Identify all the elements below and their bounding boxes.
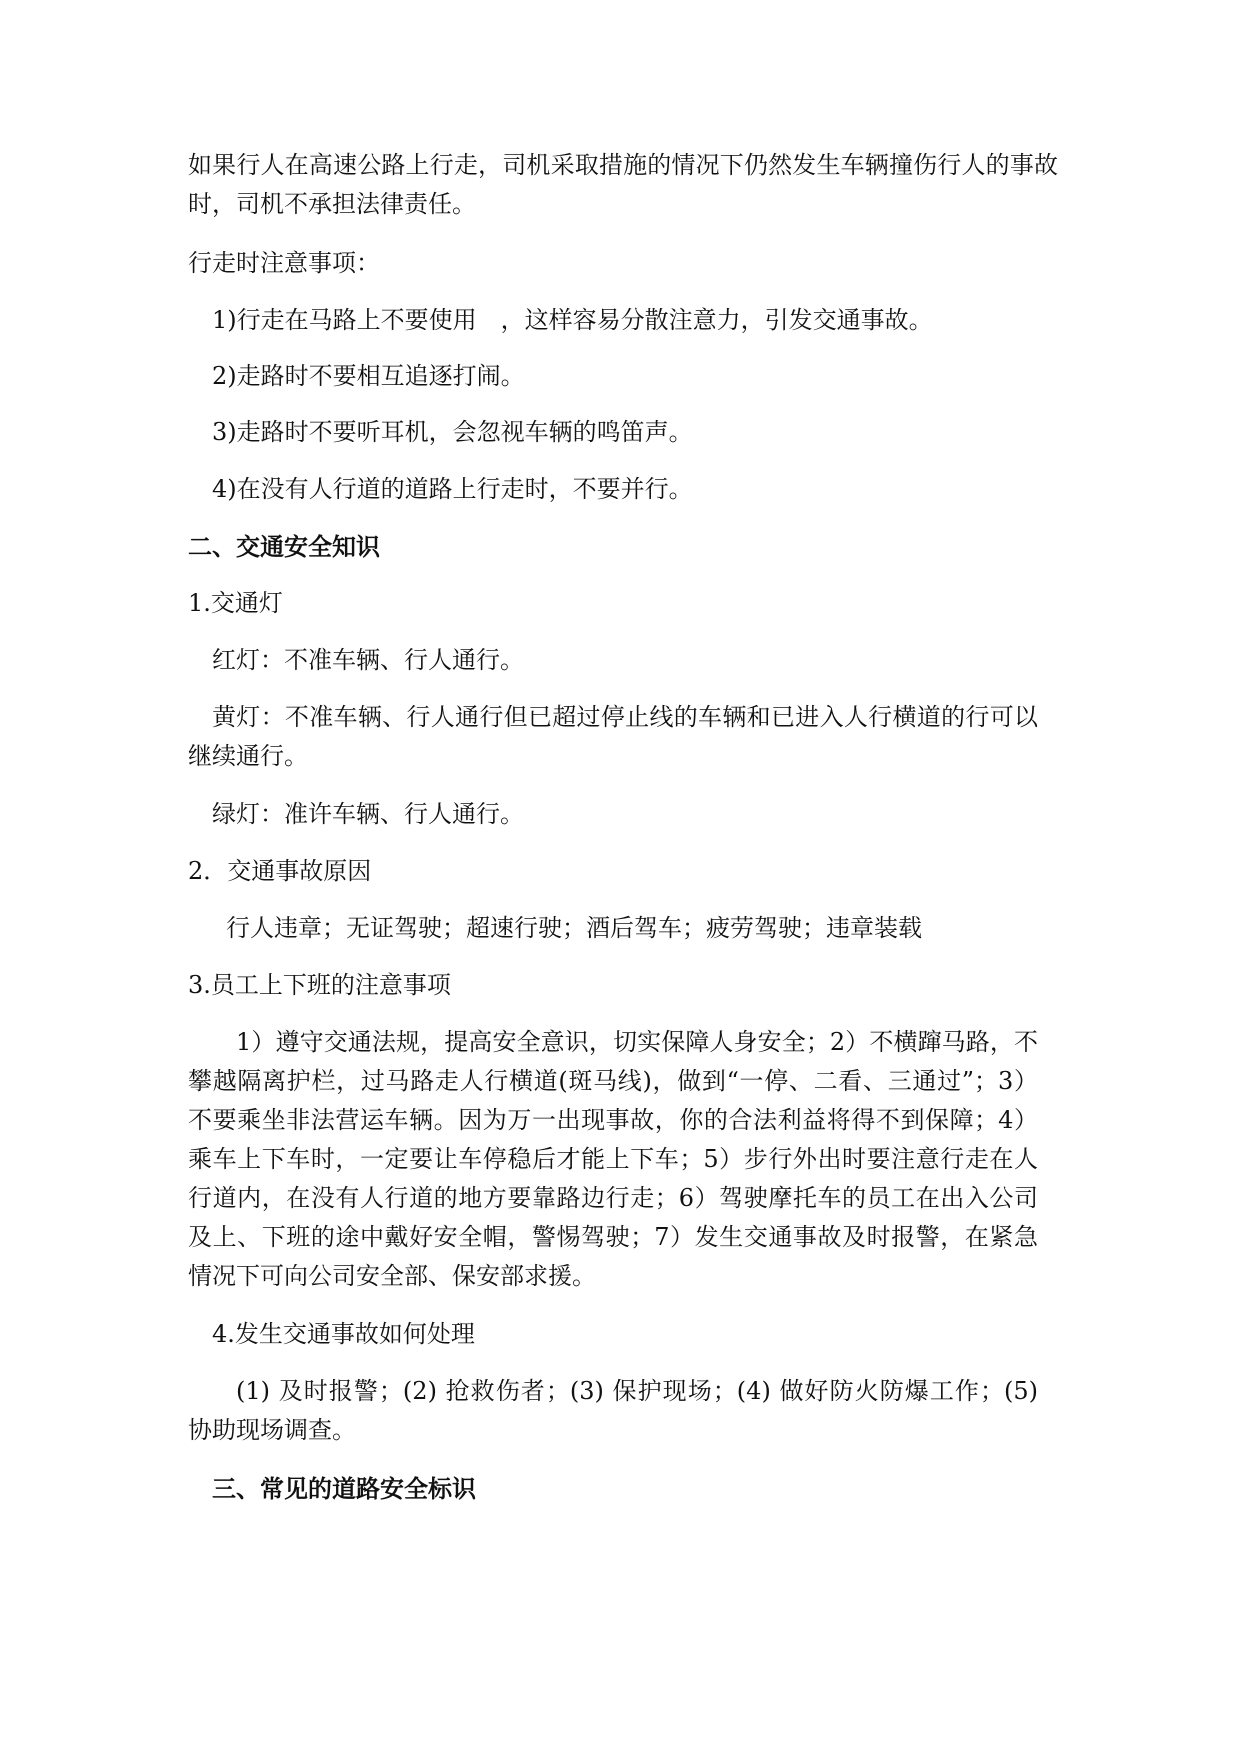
section-heading-road-signs: 三、常见的道路安全标识 (212, 1474, 476, 1503)
walking-note-item: 3)走路时不要听耳机，会忽视车辆的鸣笛声。 (212, 418, 693, 446)
commute-paragraph: 1）遵守交通法规，提高安全意识，切实保障人身安全；2）不横蹿马路，不攀越隔离护栏，过马路走人行横道(斑马线)，做到“一停、二看、三通过”；3）不要乘坐非法营运车辆。因为万一出现事故，你的合法利益将得不到保障；4）乘车上下车时，一定要让车停稳后才能上下车；5）步行外出时要注意行走在人行道内，在没有人行道的地方要靠路边行走；6）驾驶摩托车的员工在出入公司及上、下班的途中戴好安全帽，警惕驾驶；7）发生交通事故及时报警，在紧急情况下可向公司安全部、保安部求援。 (188, 1028, 1038, 1290)
walking-notes-title: 行走时注意事项： (188, 249, 380, 277)
traffic-light-title: 1.交通灯 (188, 589, 283, 617)
green-light-rule: 绿灯：准许车辆、行人通行。 (212, 800, 524, 828)
accident-handling-steps: (1) 及时报警；(2) 抢救伤者；(3) 保护现场；(4) 做好防火防爆工作；(5) 协助现场调查。 (188, 1377, 1038, 1444)
walking-note-item: 2)走路时不要相互追逐打闹。 (212, 362, 525, 390)
accident-causes-list: 行人违章；无证驾驶；超速行驶；酒后驾车；疲劳驾驶；违章装载 (226, 914, 922, 942)
red-light-rule: 红灯：不准车辆、行人通行。 (212, 646, 524, 674)
accident-causes-title: 2．交通事故原因 (188, 857, 372, 885)
walking-note-item: 1)行走在马路上不要使用 ，这样容易分散注意力，引发交通事故。 (212, 306, 933, 334)
commute-title: 3.员工上下班的注意事项 (188, 971, 451, 999)
accident-handling-title: 4.发生交通事故如何处理 (212, 1320, 475, 1348)
walking-note-item: 4)在没有人行道的道路上行走时，不要并行。 (212, 475, 693, 503)
intro-paragraph: 如果行人在高速公路上行走，司机采取措施的情况下仍然发生车辆撞伤行人的事故时，司机不承担法律责任。 (188, 151, 1058, 218)
yellow-light-rule: 黄灯：不准车辆、行人通行但已超过停止线的车辆和已进入人行横道的行可以继续通行。 (188, 703, 1038, 770)
section-heading-traffic-safety: 二、交通安全知识 (188, 532, 380, 561)
